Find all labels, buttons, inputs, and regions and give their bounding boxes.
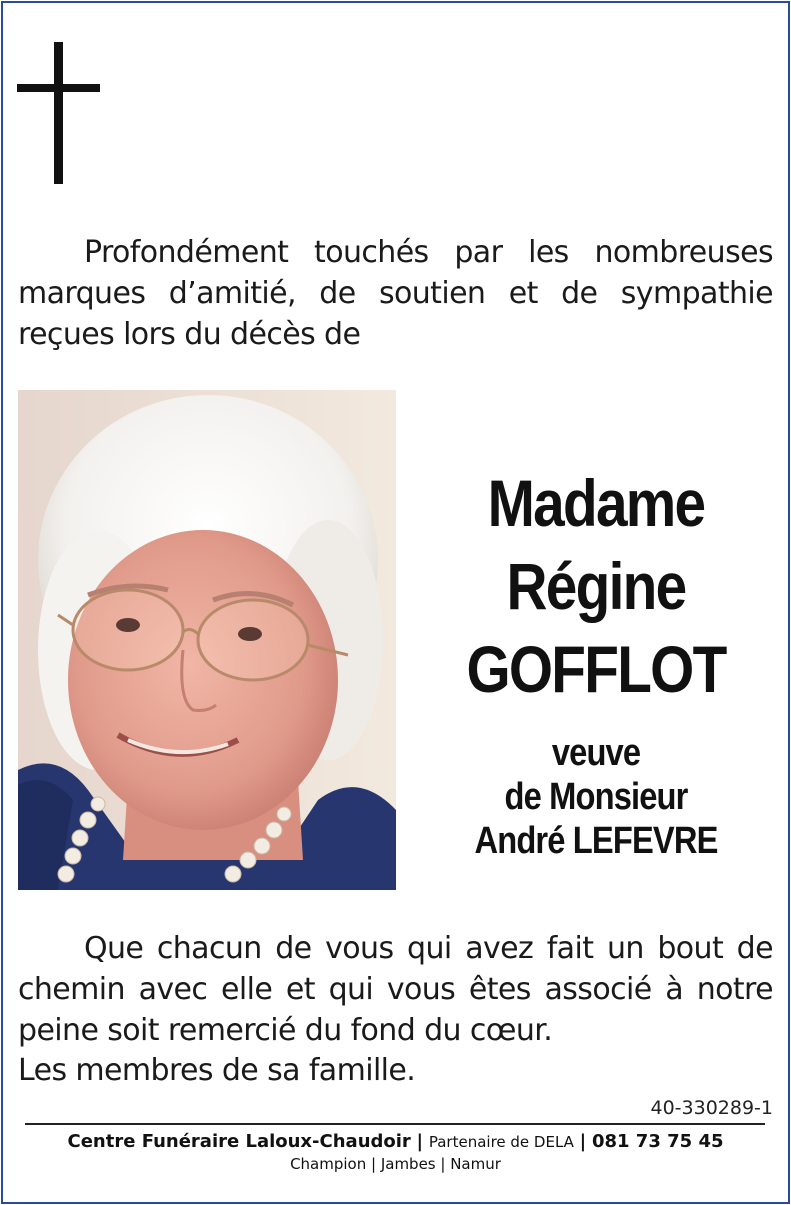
relation-line-2: de Monsieur [504, 776, 688, 818]
funeral-home-name: Centre Funéraire Laloux-Chaudoir [67, 1131, 411, 1152]
footer-divider [25, 1123, 765, 1125]
family-signature: Les membres de sa famille. [18, 1053, 416, 1088]
deceased-name-block [410, 462, 782, 711]
closing-paragraph [18, 928, 773, 1051]
funeral-home-line [0, 1130, 791, 1154]
relation-line-1: veuve [551, 732, 641, 774]
funeral-home-towns: Champion | Jambes | Namur [290, 1155, 501, 1173]
portrait-photo [18, 390, 396, 890]
intro-paragraph [18, 232, 773, 355]
intro-text: Profondément touchés par les nombreuses marques d’amitié, de soutien et de sympathie reçues lors du décès de [18, 235, 773, 352]
cross-horizontal-bar [17, 84, 100, 92]
closing-text: Que chacun de vous qui avez fait un bout de chemin avec elle et qui vous êtes associé à notre peine soit remercié du fond du cœur. [18, 931, 773, 1048]
deceased-first-name: Régine [506, 549, 686, 623]
partner-text: Partenaire de DELA [428, 1133, 574, 1151]
cross-vertical-bar [54, 42, 63, 184]
deceased-last-name: GOFFLOT [466, 632, 726, 706]
separator: | [579, 1131, 587, 1152]
phone-number: 081 73 75 45 [591, 1131, 724, 1152]
separator: | [416, 1131, 424, 1152]
reference-number: 40-330289-1 [650, 1097, 773, 1119]
deceased-title: Madame [487, 466, 705, 540]
relation-line-3: André LEFEVRE [474, 820, 718, 862]
relation-block [410, 731, 782, 863]
